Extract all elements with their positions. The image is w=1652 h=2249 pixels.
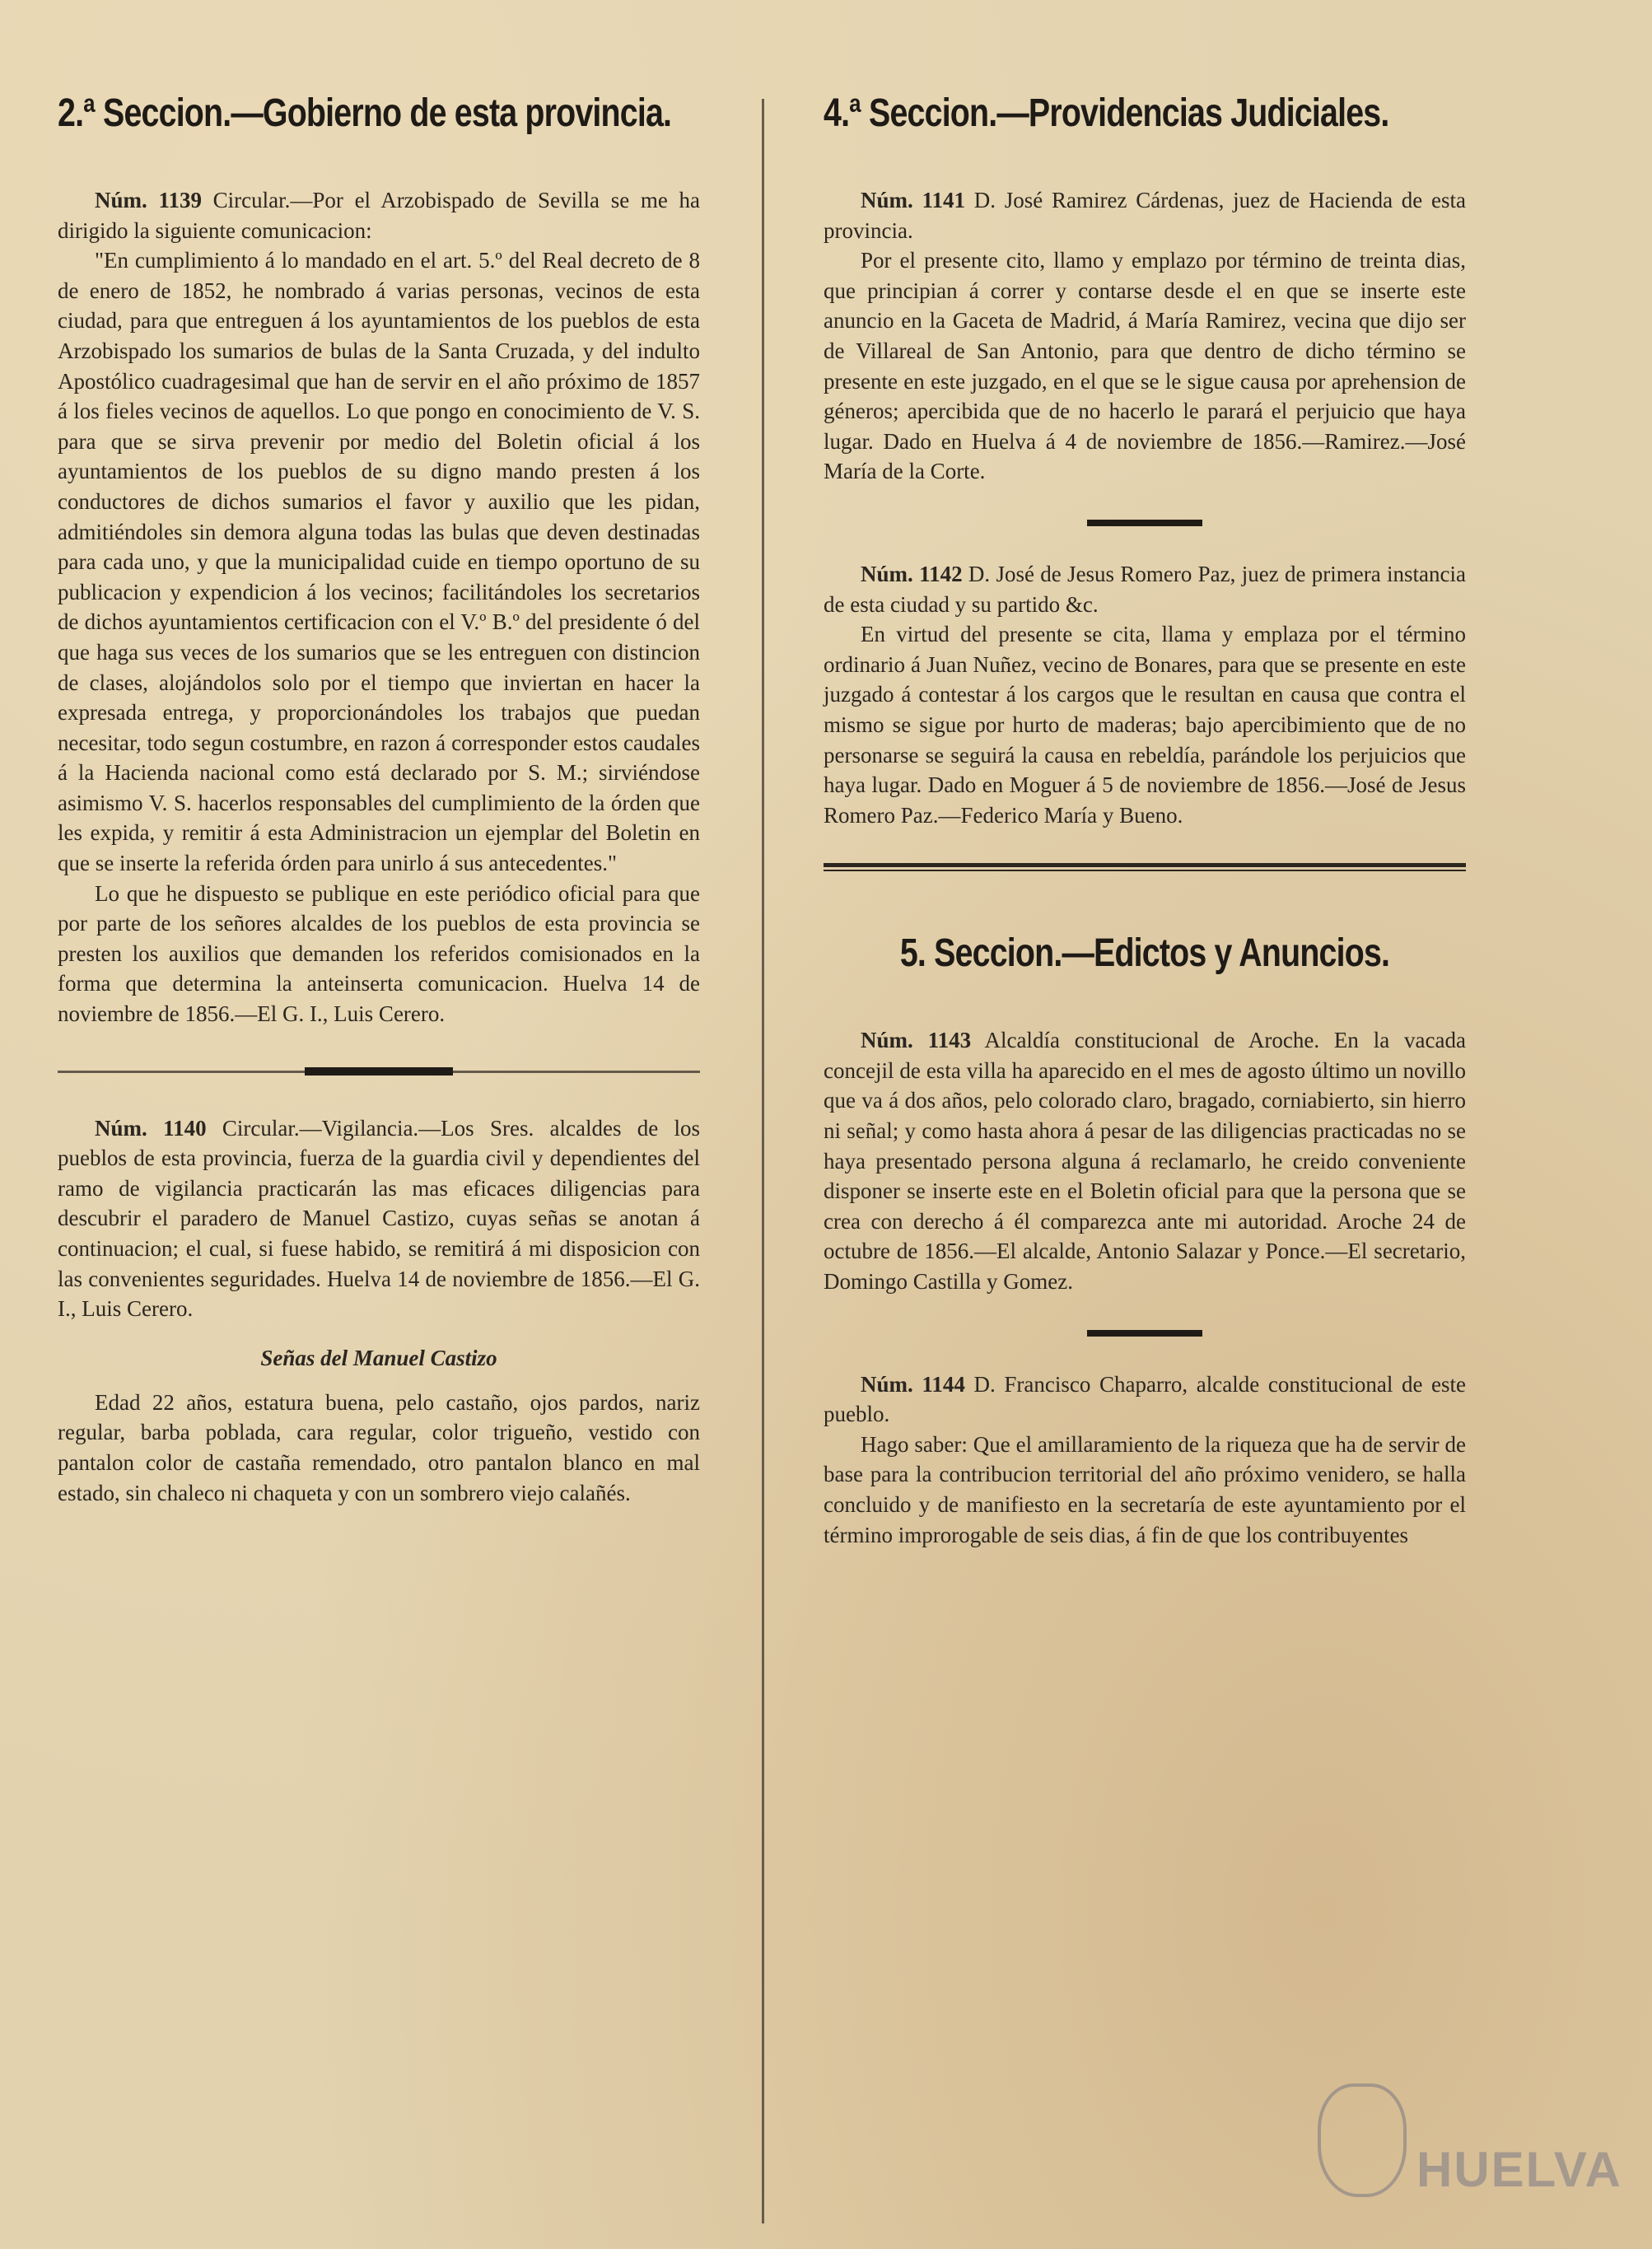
article-number-prefix: Núm.: [861, 188, 913, 212]
article-paragraph: Edad 22 años, estatura buena, pelo castaño, ojos pardos, nariz regular, barba poblada, cara regular, color trigueño, vestido con pantalon color de castaña remendado, otro pantalon blanco en mal estado, sin chaleco ni chaqueta y con un sombrero viejo calañés.: [58, 1389, 700, 1505]
rule-thin-line: [824, 870, 1466, 871]
article-paragraph: [824, 559, 1466, 619]
short-divider: [1087, 1330, 1202, 1337]
article-paragraph: [58, 1113, 700, 1324]
left-column: [58, 91, 700, 1516]
article-number: 1140: [163, 1115, 207, 1141]
section-4-heading: 4.ª Seccion.—Providencias Judiciales.: [824, 91, 1389, 135]
rule-thick-line: [824, 863, 1466, 867]
right-column: [824, 91, 1466, 1558]
article-number: 1139: [158, 188, 202, 212]
article-paragraph: "En cumplimiento á lo mandado en el art. 5.º del Real decreto de 8 de enero de 1852, he nombrado á varias personas, vecinos de esta ciudad, para que entreguen á los ayuntamientos de los pueblos de esta Arzobispado los sumarios de bulas de la Santa Cruzada, y del indulto Apostólico cuadragesimal que han de servir en el año próximo de 1857 á los fieles vecinos de aquellos. Lo que pongo en conocimiento de V. S. para que se sirva prevenir por medio del Boletin oficial á los ayuntamientos de los pueblos de su digno mando presten á los conductores de dichos sumarios el favor y auxilio que les pidan, admitiéndoles sin demora alguna todas las bulas que deven destinadas para cada uno, y que la municipalidad cuide en tiempo oportuno de su publicacion y expendicion á los vecinos; facilitándoles los secretarios de dichos ayuntamientos certificacion con el V.º B.º del presidente ó del que haga sus veces de los sumarios que se les entreguen con distincion de clases, alojándolos solo por el tiempo que inviertan en hacer la expresada entrega, y proporcionándoles los trabajos que puedan necesitar, todo segun costumbre, en razon á corresponder estos caudales á la Hacienda nacional como está declarado por S. M.; sirviéndose asimismo V. S. hacerlos responsables del cumplimiento de la órden que les expida, y remitir á esta Administracion un ejemplar del Boletin en que se inserte la referida órden para unirlo á sus antecedentes.": [58, 248, 700, 876]
article-1140: [58, 1113, 700, 1509]
article-paragraph: [58, 185, 700, 245]
article-paragraph: Por el presente cito, llamo y emplazo por término de treinta dias, que principian á correr y contarse desde el en que se inserte este anuncio en la Gaceta de Madrid, á María Ramirez, vecina que dijo ser de Villareal de San Antonio, para que dentro de dicho término se presente en este juzgado, en el que se le sigue causa por aprehension de géneros; apercibida que de no hacerlo le parará el perjuicio que haya lugar. Dado en Huelva á 4 de noviembre de 1856.—Ramirez.—José María de la Corte.: [824, 248, 1466, 484]
article-1139: [58, 185, 700, 1029]
article-subheading: Señas del Manuel Castizo: [260, 1345, 497, 1370]
ornamental-divider: [58, 1066, 700, 1077]
article-number: 1144: [922, 1371, 965, 1397]
article-paragraph: [824, 185, 1466, 245]
article-number-prefix: Núm.: [861, 1371, 913, 1397]
article-number-prefix: Núm.: [95, 188, 147, 212]
article-number-prefix: Núm.: [95, 1115, 147, 1141]
section-2-heading: 2.ª Seccion.—Gobierno de esta provincia.: [58, 91, 672, 135]
article-text: D. José Ramirez Cárdenas, juez de Hacienda de esta provincia.: [824, 188, 1467, 243]
article-text: Circular.—Por el Arzobispado de Sevilla se me ha dirigido la siguiente comunicacion:: [58, 188, 701, 243]
column-divider: [762, 99, 764, 2223]
article-text: Alcaldía constitucional de Aroche. En la vacada concejil de esta villa ha aparecido en el mes de agosto último un novillo que va á dos años, pelo colorado claro, bragado, corniabierto, sin hierro ni señal; y como hasta ahora á pesar de las diligencias practicadas no se haya presentado persona alguna á reclamarlo, he creido conveniente disponer se inserte este en el Boletin oficial para que la persona que se crea con derecho á él comparezca ante mi autoridad. Aroche 24 de octubre de 1856.—El alcalde, Antonio Salazar y Ponce.—El secretario, Domingo Castilla y Gomez.: [824, 1028, 1466, 1295]
article-number-prefix: Núm.: [861, 1028, 913, 1053]
article-1143: [824, 1025, 1466, 1296]
section-5-heading: 5. Seccion.—Edictos y Anuncios.: [899, 931, 1390, 976]
archive-watermark: HUELVA: [1416, 2142, 1622, 2197]
section-double-rule: [824, 863, 1466, 873]
article-number: 1143: [927, 1028, 972, 1053]
article-paragraph: [824, 1025, 1466, 1296]
article-1142: [824, 559, 1466, 830]
article-number: 1142: [919, 561, 963, 586]
article-1144: [824, 1369, 1466, 1551]
short-divider: [1087, 520, 1202, 526]
article-paragraph: [824, 1369, 1466, 1430]
article-number: 1141: [922, 188, 966, 212]
archive-seal-icon: [1318, 2083, 1407, 2197]
article-text: D. José de Jesus Romero Paz, juez de primera instancia de esta ciudad y su partido &c.: [824, 561, 1467, 617]
article-paragraph: Hago saber: Que el amillaramiento de la riqueza que ha de servir de base para la contribucion territorial del año próximo venidero, se halla concluido y de manifiesto en la secretaría de este ayuntamiento por el término improrogable de seis dias, á fin de que los contribuyentes: [824, 1431, 1466, 1547]
article-number-prefix: Núm.: [861, 561, 913, 586]
divider-bar: [305, 1067, 453, 1076]
article-paragraph: En virtud del presente se cita, llama y emplaza por el término ordinario á Juan Nuñez, vecino de Bonares, para que se presente en este juzgado á contestar á los cargos que le resultan en causa que contra el mismo se sigue por hurto de maderas; bajo apercibimiento que de no personarse se seguirá la causa en rebeldía, parándole los perjuicios que haya lugar. Dado en Moguer á 5 de noviembre de 1856.—José de Jesus Romero Paz.—Federico María y Bueno.: [824, 622, 1466, 828]
article-1141: [824, 185, 1466, 487]
article-text: D. Francisco Chaparro, alcalde constitucional de este pueblo.: [824, 1371, 1467, 1427]
article-paragraph: Lo que he dispuesto se publique en este periódico oficial para que por parte de los señores alcaldes de los pueblos de esta provincia se presten los auxilios que demanden los referidos comisionados en la forma que determina la anteinserta comunicacion. Huelva 14 de noviembre de 1856.—El G. I., Luis Cerero.: [58, 880, 700, 1027]
article-text: Circular.—Vigilancia.—Los Sres. alcaldes de los pueblos de esta provincia, fuerza de la guardia civil y dependientes del ramo de vigilancia practicarán las mas eficaces diligencias para descubrir el paradero de Manuel Castizo, cuyas señas se anotan á continuacion; el cual, si fuese habido, se remitirá á mi disposicion con las convenientes seguridades. Huelva 14 de noviembre de 1856.—El G. I., Luis Cerero.: [58, 1115, 701, 1322]
